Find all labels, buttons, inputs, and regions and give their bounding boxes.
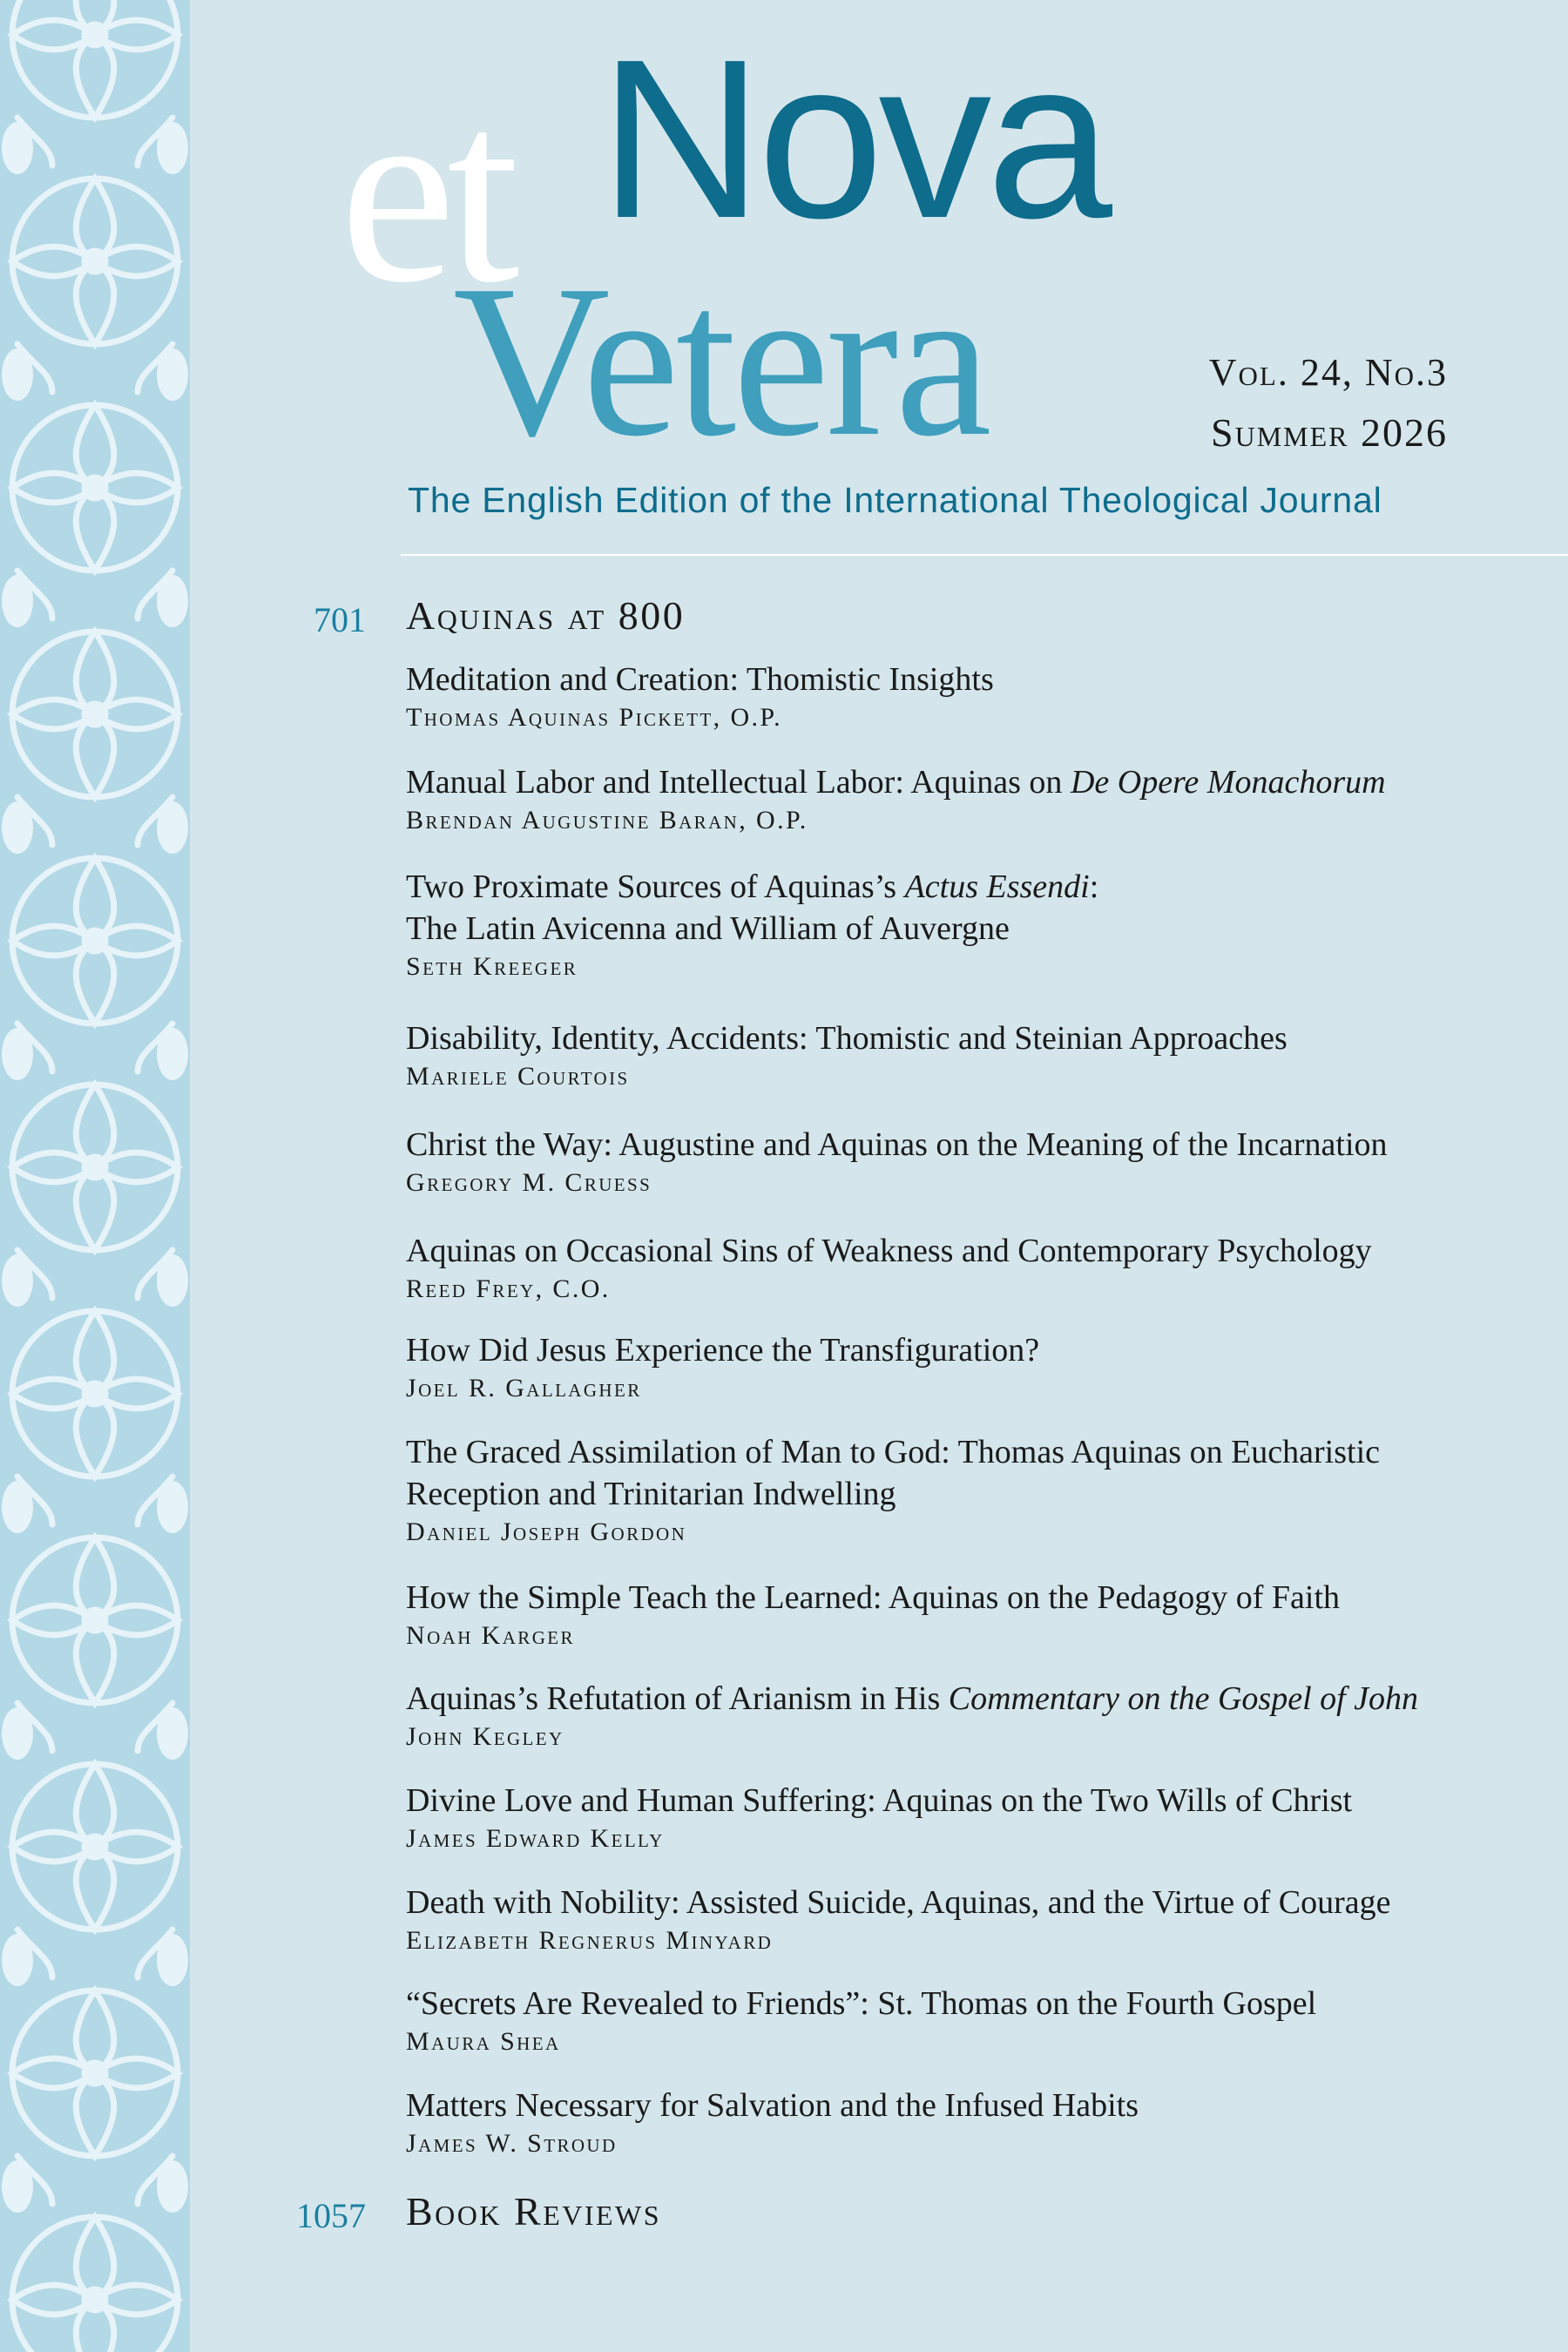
article-entry bbox=[406, 2085, 1477, 2161]
title-vetera: Vetera bbox=[453, 240, 989, 482]
article-title bbox=[406, 866, 1477, 950]
article-title-text: Christ the Way: Augustine and Aquinas on the Meaning of the Incarnation bbox=[406, 1126, 1388, 1163]
article-entry bbox=[406, 1983, 1477, 2059]
article-title-text: Aquinas’s Refutation of Arianism in His bbox=[406, 1680, 949, 1717]
article-title-text: Reception and Trinitarian Indwelling bbox=[406, 1476, 896, 1512]
article-author: James W. Stroud bbox=[406, 2129, 618, 2158]
article-title bbox=[406, 659, 1477, 700]
issue-season: Summer 2026 bbox=[1211, 410, 1448, 455]
article-title bbox=[406, 1983, 1477, 2024]
article-entry bbox=[406, 1882, 1477, 1958]
article-title-text: Meditation and Creation: Thomistic Insights bbox=[406, 661, 994, 698]
article-entry bbox=[406, 1431, 1477, 1550]
article-title bbox=[406, 2085, 1477, 2126]
article-author: Reed Frey, C.O. bbox=[406, 1274, 611, 1303]
article-author: Thomas Aquinas Pickett, O.P. bbox=[406, 703, 783, 732]
article-author: Noah Karger bbox=[406, 1621, 575, 1650]
article-entry bbox=[406, 1329, 1477, 1406]
masthead bbox=[0, 0, 1568, 540]
journal-subtitle: The English Edition of the International Theological Journal bbox=[408, 480, 1382, 520]
article-title-text: Two Proximate Sources of Aquinas’s bbox=[406, 868, 905, 905]
title-nova: Nova bbox=[599, 13, 1107, 266]
article-title-text: Aquinas on Occasional Sins of Weakness and Contemporary Psychology bbox=[406, 1233, 1372, 1269]
article-title-text: How the Simple Teach the Learned: Aquinas on the Pedagogy of Faith bbox=[406, 1579, 1341, 1616]
article-title bbox=[406, 1124, 1477, 1166]
article-title bbox=[406, 1329, 1477, 1371]
article-author: Mariele Courtois bbox=[406, 1062, 630, 1091]
section-page-number: 1057 bbox=[296, 2196, 366, 2235]
section-page-number: 701 bbox=[314, 600, 366, 639]
article-entry bbox=[406, 1017, 1477, 1094]
article-author: Elizabeth Regnerus Minyard bbox=[406, 1926, 774, 1955]
article-title-text: How Did Jesus Experience the Transfiguration? bbox=[406, 1332, 1040, 1369]
article-title-text: The Latin Avicenna and William of Auvergne bbox=[406, 910, 1010, 947]
article-title-italic: Actus Essendi bbox=[904, 868, 1090, 905]
article-title bbox=[406, 1230, 1477, 1272]
section-title: Aquinas at 800 bbox=[406, 593, 686, 638]
article-author: Gregory M. Cruess bbox=[406, 1168, 652, 1197]
article-title bbox=[406, 1577, 1477, 1619]
article-title bbox=[406, 1780, 1477, 1821]
article-title-italic: De Opere Monachorum bbox=[1070, 764, 1386, 801]
article-title-italic: Commentary on the Gospel of John bbox=[948, 1680, 1419, 1717]
article-title-text: Matters Necessary for Salvation and the Infused Habits bbox=[406, 2087, 1139, 2124]
article-author: James Edward Kelly bbox=[406, 1824, 665, 1853]
article-title-text: : bbox=[1089, 868, 1099, 905]
article-title-text: Death with Nobility: Assisted Suicide, Aquinas, and the Virtue of Courage bbox=[406, 1884, 1391, 1921]
article-title bbox=[406, 1431, 1477, 1515]
article-title-text: Divine Love and Human Suffering: Aquinas on the Two Wills of Christ bbox=[406, 1782, 1353, 1819]
article-entry bbox=[406, 866, 1477, 984]
title-et: et bbox=[340, 47, 511, 336]
article-title bbox=[406, 1882, 1477, 1923]
header-divider bbox=[401, 554, 1568, 556]
article-author: Joel R. Gallagher bbox=[406, 1374, 642, 1402]
article-title bbox=[406, 761, 1477, 803]
article-entry bbox=[406, 761, 1477, 838]
article-entry bbox=[406, 1678, 1477, 1754]
section-title: Book Reviews bbox=[406, 2189, 662, 2234]
article-entry bbox=[406, 659, 1477, 735]
article-title-text: Disability, Identity, Accidents: Thomistic and Steinian Approaches bbox=[406, 1020, 1288, 1057]
section-aquinas-at-800 bbox=[0, 592, 1568, 645]
article-title-text: “Secrets Are Revealed to Friends”: St. Thomas on the Fourth Gospel bbox=[406, 1985, 1317, 2022]
article-author: Seth Kreeger bbox=[406, 952, 578, 981]
article-title-text: Manual Labor and Intellectual Labor: Aquinas on bbox=[406, 764, 1071, 801]
article-title-text: The Graced Assimilation of Man to God: Thomas Aquinas on Eucharistic bbox=[406, 1434, 1380, 1470]
article-author: Maura Shea bbox=[406, 2027, 561, 2056]
article-entry bbox=[406, 1577, 1477, 1653]
section-book-reviews bbox=[0, 2188, 1568, 2240]
article-title bbox=[406, 1017, 1477, 1059]
article-author: Daniel Joseph Gordon bbox=[406, 1517, 687, 1546]
article-author: Brendan Augustine Baran, O.P. bbox=[406, 806, 808, 835]
article-author: John Kegley bbox=[406, 1722, 564, 1751]
volume-number: Vol. 24, No.3 bbox=[1208, 351, 1448, 394]
article-entry bbox=[406, 1230, 1477, 1307]
article-title bbox=[406, 1678, 1477, 1720]
article-entry bbox=[406, 1124, 1477, 1200]
article-entry bbox=[406, 1780, 1477, 1856]
